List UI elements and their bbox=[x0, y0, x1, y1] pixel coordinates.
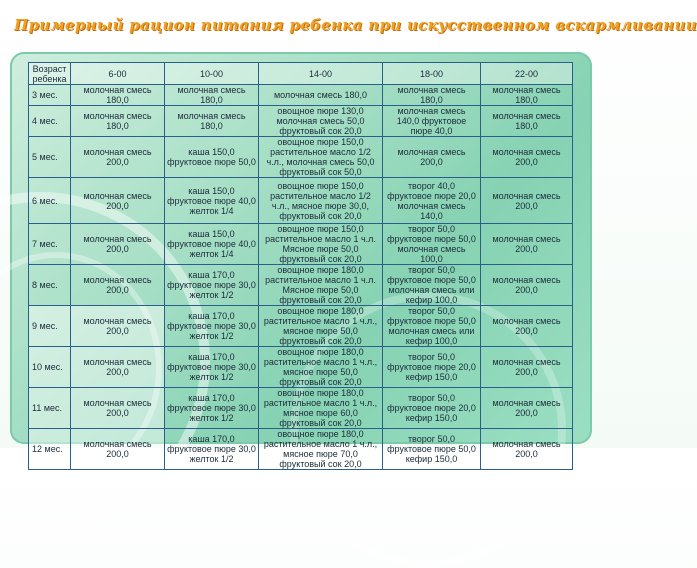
header-time: 18-00 bbox=[383, 63, 481, 85]
meal-cell: молочная смесь 200,0 bbox=[71, 429, 165, 470]
table-row bbox=[29, 137, 573, 178]
age-cell: 4 мес. bbox=[29, 106, 71, 137]
meal-cell: каша 150,0 фруктовое пюре 40,0 желток 1/4 bbox=[165, 224, 259, 265]
meal-cell: каша 170,0 фруктовое пюре 30,0 желток 1/2 bbox=[165, 265, 259, 306]
meal-cell: творог 50,0 фруктовое пюре 20,0 кефир 150,0 bbox=[383, 347, 481, 388]
meal-cell: творог 50,0 фруктовое пюре 50,0 кефир 150,0 bbox=[383, 429, 481, 470]
meal-cell: молочная смесь 200,0 bbox=[71, 178, 165, 224]
age-cell: 3 мес. bbox=[29, 85, 71, 106]
meal-cell: молочная смесь 200,0 bbox=[383, 137, 481, 178]
meal-cell: молочная смесь 180,0 bbox=[165, 106, 259, 137]
meal-cell: овощное пюре 150,0 растительное масло 1 ч.л. Мясное пюре 50,0 фруктовый сок 20,0 bbox=[259, 224, 383, 265]
meal-cell: молочная смесь 180,0 bbox=[71, 85, 165, 106]
meal-cell: молочная смесь 200,0 bbox=[71, 265, 165, 306]
table-row bbox=[29, 429, 573, 470]
meal-cell: молочная смесь 200,0 bbox=[481, 306, 573, 347]
table-header-row bbox=[29, 63, 573, 85]
header-time: 6-00 bbox=[71, 63, 165, 85]
meal-cell: молочная смесь 200,0 bbox=[481, 137, 573, 178]
meal-cell: молочная смесь 200,0 bbox=[71, 306, 165, 347]
meal-cell: молочная смесь 180,0 bbox=[259, 85, 383, 106]
meal-cell: творог 50,0 фруктовое пюре 50,0 молочная смесь или кефир 100,0 bbox=[383, 306, 481, 347]
header-age: Возраст ребенка bbox=[29, 63, 71, 85]
header-time: 14-00 bbox=[259, 63, 383, 85]
meal-cell: молочная смесь 180,0 bbox=[71, 106, 165, 137]
meal-cell: каша 170,0 фруктовое пюре 30,0 желток 1/2 bbox=[165, 347, 259, 388]
header-time: 10-00 bbox=[165, 63, 259, 85]
meal-cell: молочная смесь 200,0 bbox=[481, 388, 573, 429]
meal-cell: молочная смесь 200,0 bbox=[71, 137, 165, 178]
table-row bbox=[29, 347, 573, 388]
age-cell: 6 мес. bbox=[29, 178, 71, 224]
meal-cell: овощное пюре 150,0 растительное масло 1/2 ч.л., молочная смесь 50,0 фруктовый сок 50,0 bbox=[259, 137, 383, 178]
meal-cell: молочная смесь 140,0 фруктовое пюре 40,0 bbox=[383, 106, 481, 137]
meal-cell: молочная смесь 200,0 bbox=[481, 178, 573, 224]
meal-cell: молочная смесь 200,0 bbox=[481, 224, 573, 265]
table-row bbox=[29, 85, 573, 106]
age-cell: 5 мес. bbox=[29, 137, 71, 178]
page-title: Примерный рацион питания ребенка при искусственном вскармливании bbox=[14, 16, 697, 34]
meal-cell: овощное пюре 150,0 растительное масло 1/2 ч.л., мясное пюре 30,0, фруктовый сок 20,0 bbox=[259, 178, 383, 224]
table-card bbox=[10, 52, 592, 469]
meal-cell: овощное пюре 180,0 растительное масло 1 ч.л., мясное пюре 70,0 фруктовый сок 20,0 bbox=[259, 429, 383, 470]
meal-cell: молочная смесь 200,0 bbox=[481, 429, 573, 470]
meal-cell: овощное пюре 180,0 растительное масло 1 ч.л. Мясное пюре 50,0 фруктовый сок 20,0 bbox=[259, 265, 383, 306]
table-row bbox=[29, 306, 573, 347]
age-cell: 12 мес. bbox=[29, 429, 71, 470]
meal-cell: творог 50,0 фруктовое пюре 50,0 молочная смесь 100,0 bbox=[383, 224, 481, 265]
table-row bbox=[29, 224, 573, 265]
age-cell: 10 мес. bbox=[29, 347, 71, 388]
meal-cell: молочная смесь 200,0 bbox=[71, 388, 165, 429]
meal-cell: овощное пюре 180,0 растительное масло 1 ч.л., мясное пюре 60,0 фруктовый сок 20,0 bbox=[259, 388, 383, 429]
age-cell: 11 мес. bbox=[29, 388, 71, 429]
meal-cell: творог 50,0 фруктовое пюре 20,0 кефир 150,0 bbox=[383, 388, 481, 429]
age-cell: 7 мес. bbox=[29, 224, 71, 265]
meal-cell: молочная смесь 180,0 bbox=[481, 85, 573, 106]
meal-cell: каша 170,0 фруктовое пюре 30,0 желток 1/2 bbox=[165, 429, 259, 470]
meal-cell: молочная смесь 180,0 bbox=[383, 85, 481, 106]
header-time: 22-00 bbox=[481, 63, 573, 85]
meal-cell: каша 170,0 фруктовое пюре 30,0 желток 1/2 bbox=[165, 388, 259, 429]
table-row bbox=[29, 388, 573, 429]
table-row bbox=[29, 106, 573, 137]
table-row bbox=[29, 265, 573, 306]
meal-cell: каша 150,0 фруктовое пюре 40,0 желток 1/4 bbox=[165, 178, 259, 224]
table-row bbox=[29, 178, 573, 224]
meal-cell: молочная смесь 180,0 bbox=[481, 106, 573, 137]
meal-cell: каша 170,0 фруктовое пюре 30,0 желток 1/2 bbox=[165, 306, 259, 347]
meal-cell: каша 150,0 фруктовое пюре 50,0 bbox=[165, 137, 259, 178]
ration-table bbox=[28, 62, 573, 470]
meal-cell: овощное пюре 180,0 растительное масло 1 ч.л., мясное пюре 50,0 фруктовый сок 20,0 bbox=[259, 347, 383, 388]
meal-cell: овощное пюре 180,0 растительное масло 1 ч.л., мясное пюре 50,0 фруктовый сок 20,0 bbox=[259, 306, 383, 347]
meal-cell: молочная смесь 200,0 bbox=[71, 347, 165, 388]
meal-cell: творог 40,0 фруктовое пюре 20,0 молочная смесь 140,0 bbox=[383, 178, 481, 224]
meal-cell: молочная смесь 180,0 bbox=[165, 85, 259, 106]
age-cell: 9 мес. bbox=[29, 306, 71, 347]
meal-cell: творог 50,0 фруктовое пюре 50,0 молочная смесь или кефир 100,0 bbox=[383, 265, 481, 306]
age-cell: 8 мес. bbox=[29, 265, 71, 306]
meal-cell: овощное пюре 130,0 молочная смесь 50,0 фруктовый сок 20,0 bbox=[259, 106, 383, 137]
meal-cell: молочная смесь 200,0 bbox=[481, 265, 573, 306]
meal-cell: молочная смесь 200,0 bbox=[71, 224, 165, 265]
meal-cell: молочная смесь 200,0 bbox=[481, 347, 573, 388]
